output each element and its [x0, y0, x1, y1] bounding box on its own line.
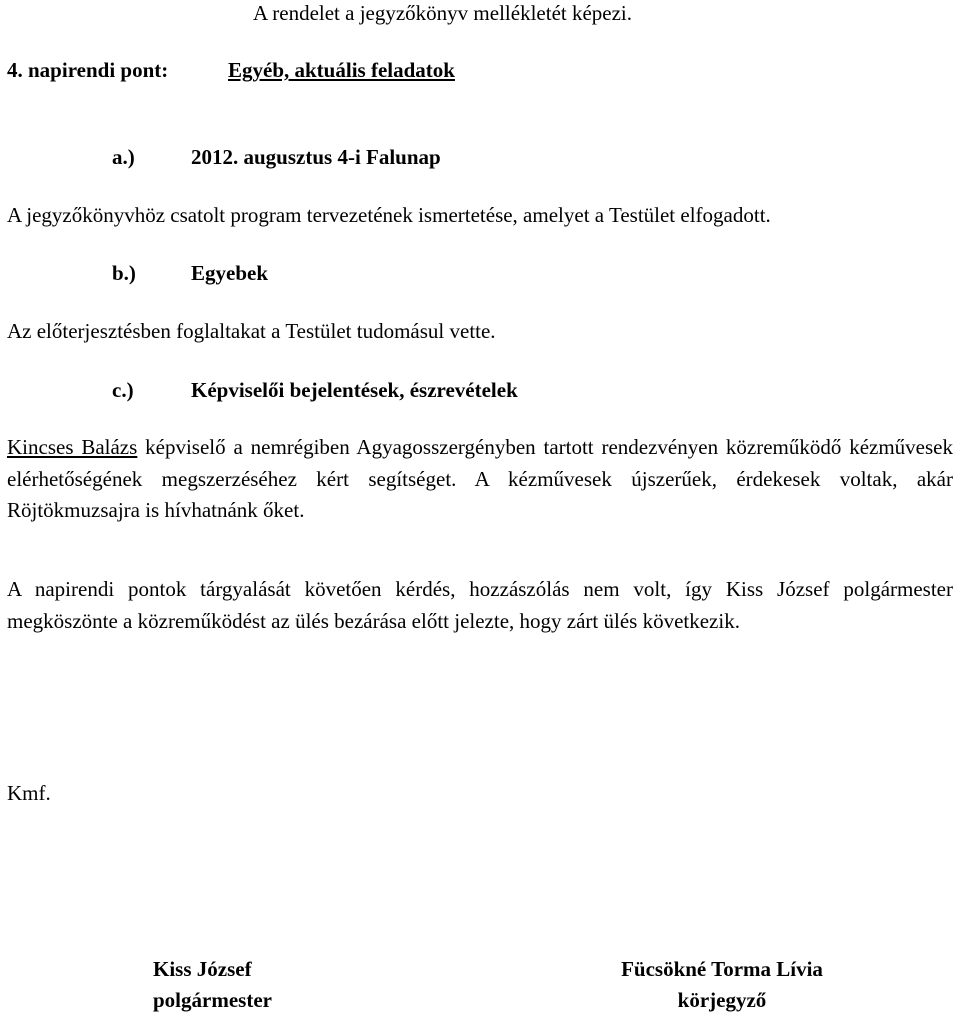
kmf-label: Kmf. — [7, 781, 51, 805]
item-b-marker: b.) — [112, 261, 136, 285]
signature-right-name: Fücsökné Torma Lívia — [621, 957, 823, 981]
item-c-name: Kincses Balázs — [7, 435, 138, 459]
item-b-text: Az előterjesztésben foglaltakat a Testület tudomásul vette. — [7, 319, 496, 343]
signature-left-role: polgármester — [153, 988, 272, 1012]
closing-paragraph: A napirendi pontok tárgyalását követően kérdés, hozzászólás nem volt, így Kiss József polgármester megköszönte a közreműködést az ülés bezárása előtt jelezte, hogy zárt ülés következik. — [7, 577, 953, 633]
item-a-marker: a.) — [112, 145, 135, 169]
signature-left-name: Kiss József — [153, 957, 252, 981]
item-a-heading: 2012. augusztus 4-i Falunap — [191, 145, 441, 169]
item-c-heading: Képviselői bejelentések, észrevételek — [191, 378, 518, 402]
agenda-label: 4. napirendi pont: — [7, 58, 169, 82]
item-a-text: A jegyzőkönyvhöz csatolt program tervezetének ismertetése, amelyet a Testület elfogadott. — [7, 203, 771, 227]
signature-left — [153, 954, 272, 1016]
item-b-heading: Egyebek — [191, 261, 269, 285]
item-c-marker: c.) — [112, 378, 134, 402]
intro-line: A rendelet a jegyzőkönyv mellékletét képezi. — [253, 1, 633, 25]
item-c-text: képviselő a nemrégiben Agyagosszergényben tartott rendezvényen közreműködő kézművesek elérhetőségének megszerzéséhez kért segítséget. A kézművesek újszerűek, érdekesek voltak, akár Röjtökmuzsajra is hívhatnánk őket. — [7, 435, 953, 522]
signature-right-role: körjegyző — [677, 988, 767, 1012]
agenda-title: Egyéb, aktuális feladatok — [228, 58, 455, 82]
item-c-paragraph — [7, 432, 953, 527]
signature-right — [592, 954, 852, 1016]
